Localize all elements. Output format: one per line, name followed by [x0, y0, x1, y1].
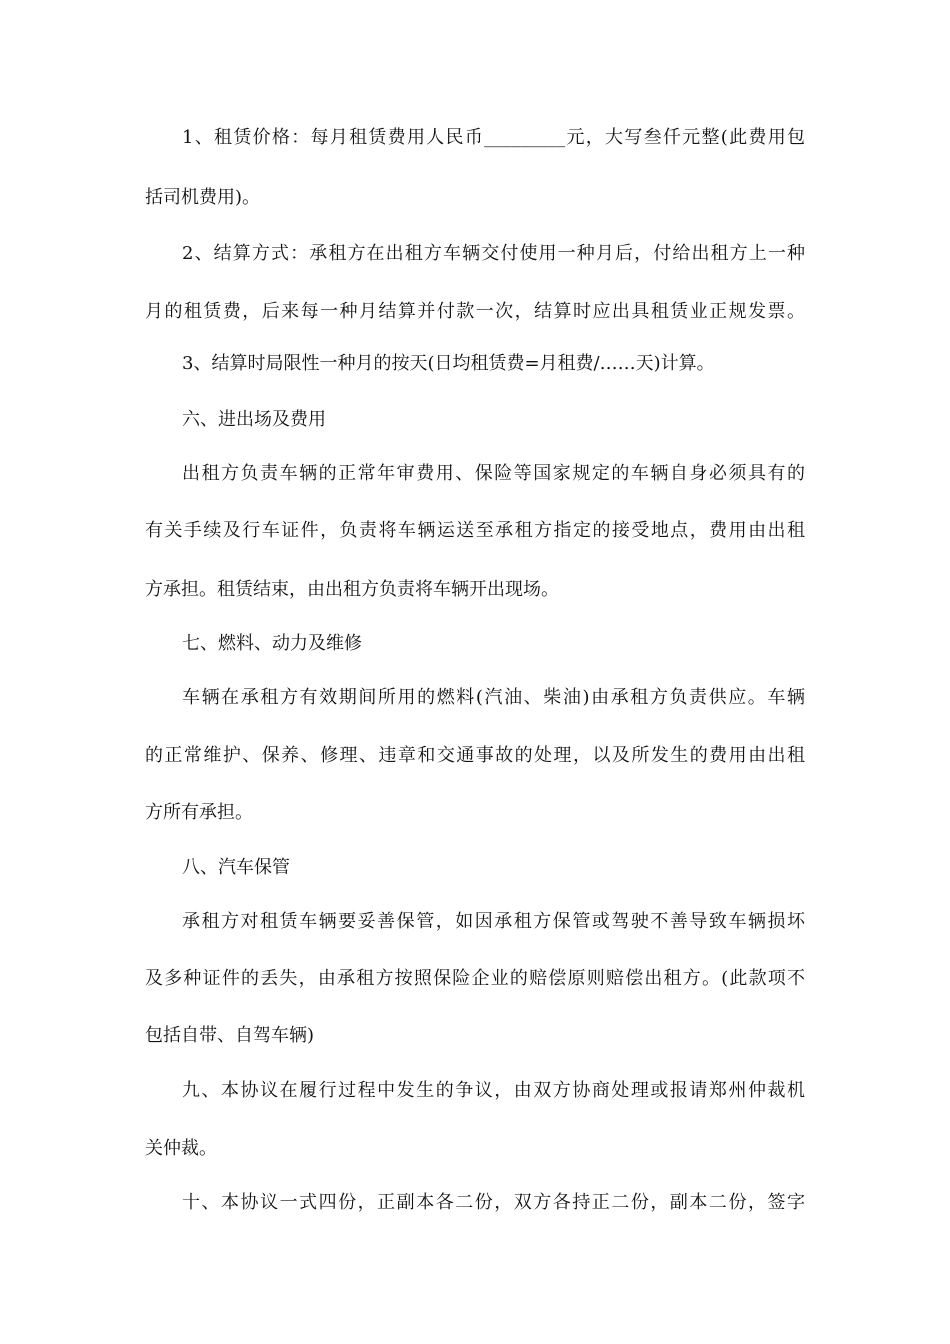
text-line-20: 十、本协议一式四份，正副本各二份，双方各持正二份，副本二份，签字	[182, 1192, 805, 1213]
text-line-8: 有关手续及行车证件，负责将车辆运送至承租方指定的接受地点，费用由出租	[145, 520, 805, 541]
text-line-7: 出租方负责车辆的正常年审费用、保险等国家规定的车辆自身必须具有的	[182, 463, 805, 484]
text-line-9: 方承担。租赁结束，由出租方负责将车辆开出现场。	[145, 579, 559, 600]
text-line-18: 九、本协议在履行过程中发生的争议，由双方协商处理或报请郑州仲裁机	[182, 1080, 805, 1101]
text-line-15: 承租方对租赁车辆要妥善保管，如因承租方保管或驾驶不善导致车辆损坏	[182, 911, 805, 932]
text-line-2: 括司机费用)。	[145, 187, 261, 208]
text-line-3: 2、结算方式：承租方在出租方车辆交付使用一种月后，付给出租方上一种	[182, 243, 805, 264]
text-line-16: 及多种证件的丢失，由承租方按照保险企业的赔偿原则赔偿出租方。(此款项不	[145, 968, 805, 989]
text-line-4: 月的租赁费，后来每一种月结算并付款一次，结算时应出具租赁业正规发票。	[145, 301, 805, 322]
text-line-5: 3、结算时局限性一种月的按天(日均租赁费=月租费/……天)计算。	[182, 353, 715, 374]
text-line-19: 关仲裁。	[145, 1138, 217, 1159]
text-line-11: 车辆在承租方有效期间所用的燃料(汽油、柴油)由承租方负责供应。车辆	[182, 687, 805, 708]
text-line-17: 包括自带、自驾车辆)	[145, 1025, 315, 1046]
text-line-12: 的正常维护、保养、修理、违章和交通事故的处理，以及所发生的费用由出租	[145, 745, 805, 766]
section-heading-8: 八、汽车保管	[182, 857, 290, 878]
section-heading-7: 七、燃料、动力及维修	[182, 633, 362, 654]
text-line-13: 方所有承担。	[145, 802, 253, 823]
text-line-1: 1、租赁价格：每月租赁费用人民币_________元，大写叁仟元整(此费用包	[182, 127, 805, 148]
section-heading-6: 六、进出场及费用	[182, 409, 326, 430]
